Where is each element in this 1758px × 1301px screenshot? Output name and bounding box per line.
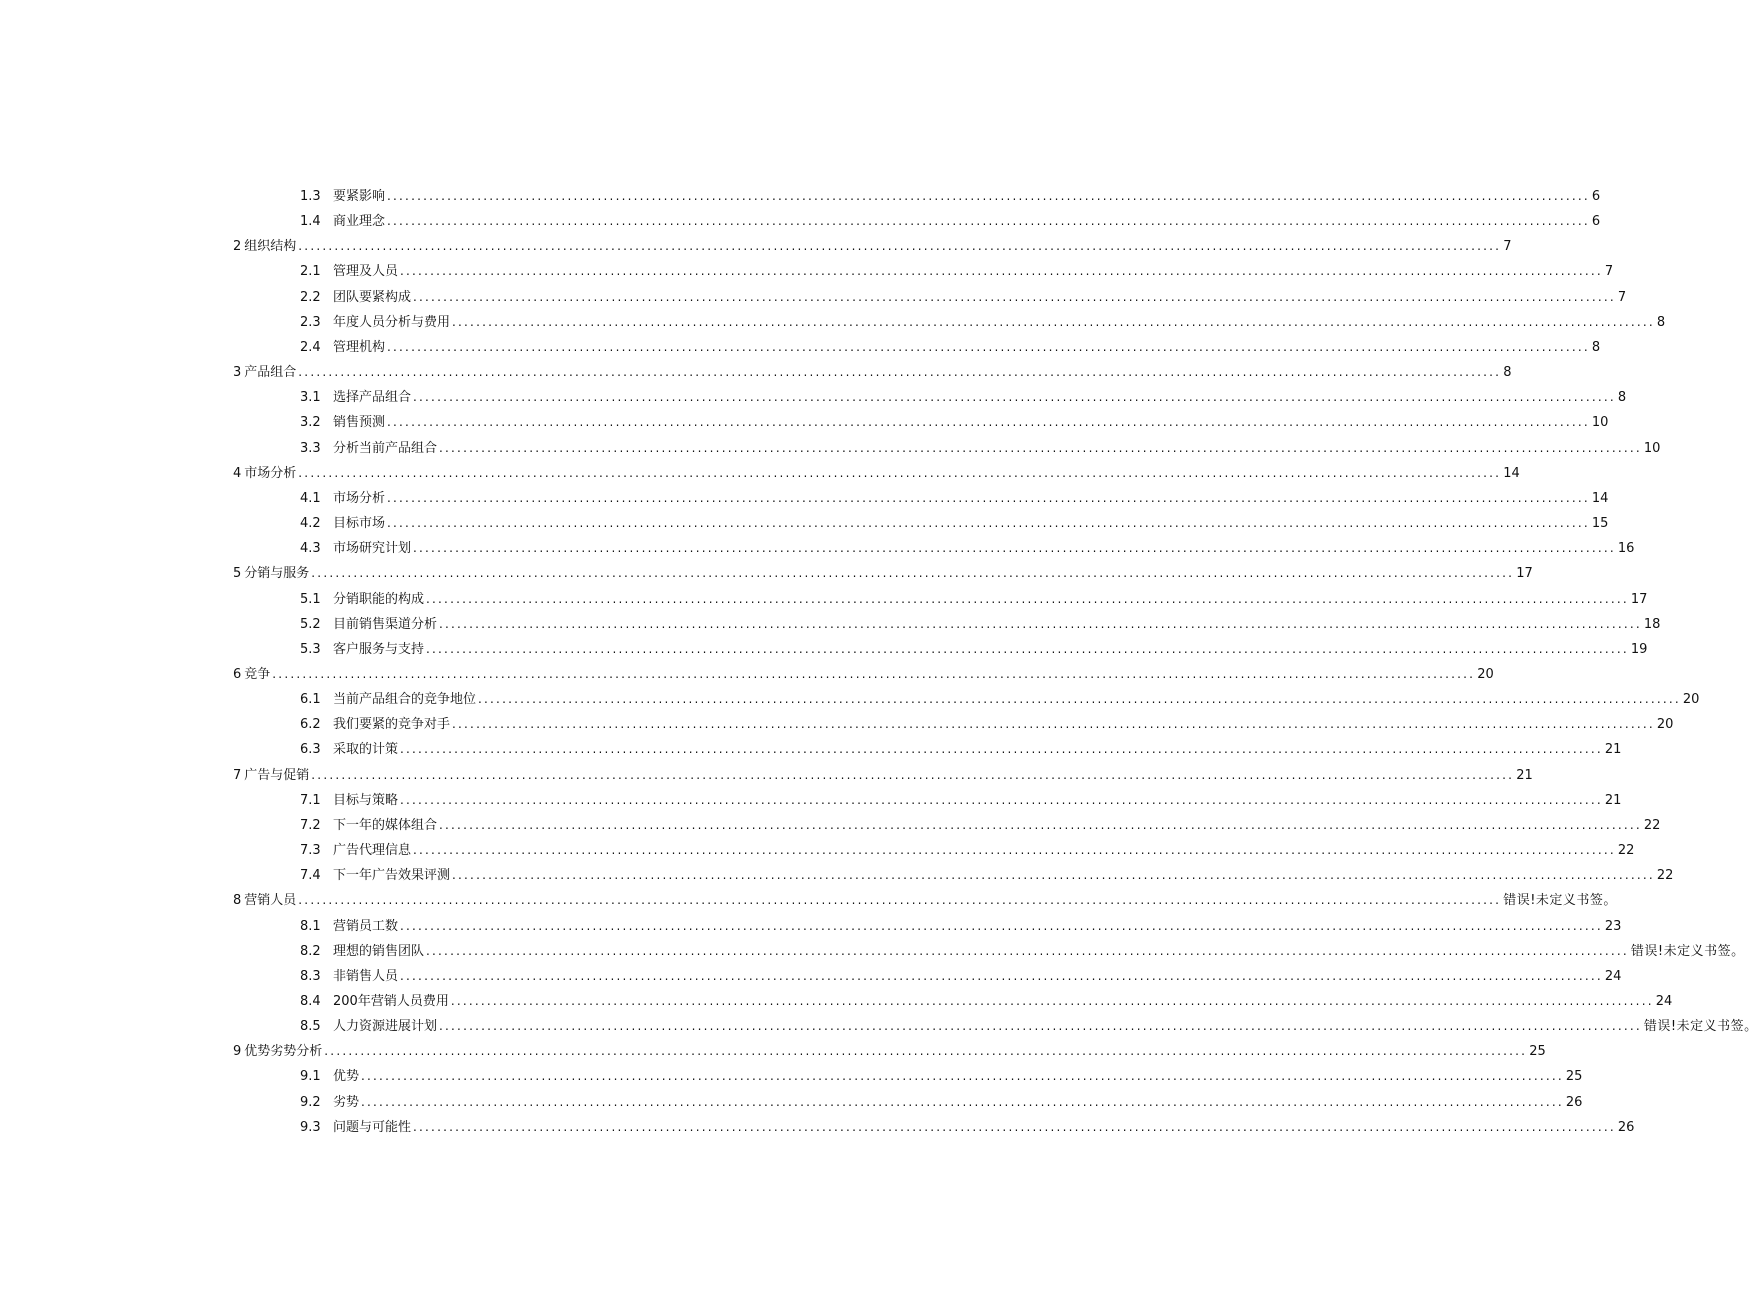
toc-dot-leader: ........................................................................................................................................................................................................: [413, 390, 1616, 405]
toc-chapter-entry[interactable]: [0, 763, 1533, 788]
toc-entry-page: 20: [1656, 717, 1674, 733]
toc-entry-title: 采取的计策: [333, 742, 399, 758]
toc-chapter-entry[interactable]: [0, 561, 1533, 586]
toc-entry-number: 5: [233, 566, 242, 582]
toc-entry-number: 6.1: [300, 692, 321, 708]
toc-section-entry[interactable]: [0, 1064, 1583, 1089]
toc-entry-page: 20: [1682, 692, 1700, 708]
toc-dot-leader: ........................................................................................................................................................................................................: [361, 1094, 1564, 1109]
toc-entry-number: 7.1: [300, 792, 321, 808]
toc-section-entry[interactable]: [0, 813, 1661, 838]
toc-dot-leader: ........................................................................................................................................................................................................: [452, 717, 1655, 732]
toc-entry-line: [300, 410, 1609, 435]
toc-entry-page: 17: [1630, 591, 1648, 607]
toc-entry-title: 营销员工数: [333, 918, 399, 934]
toc-entry-title: 选择产品组合: [333, 390, 412, 406]
toc-entry-title: 商业理念: [333, 214, 386, 230]
toc-entry-title: 客户服务与支持: [333, 641, 425, 657]
toc-dot-leader: ........................................................................................................................................................................................................: [426, 591, 1629, 606]
toc-entry-line: [300, 788, 1622, 813]
toc-entry-number: 6: [233, 666, 242, 682]
toc-entry-line: [300, 687, 1700, 712]
toc-entry-title: 广告代理信息: [333, 843, 412, 859]
table-of-contents: [0, 184, 1758, 1140]
toc-dot-leader: ........................................................................................................................................................................................................: [298, 465, 1502, 480]
toc-entry-line: [233, 763, 1533, 788]
toc-dot-leader: ........................................................................................................................................................................................................: [400, 968, 1603, 983]
toc-entry-page: 22: [1643, 817, 1661, 833]
toc-entry-title: 问题与可能性: [333, 1119, 412, 1135]
toc-section-entry[interactable]: [0, 838, 1635, 863]
toc-entry-page: 23: [1604, 918, 1622, 934]
toc-chapter-entry[interactable]: [0, 360, 1512, 385]
toc-entry-number: 5.3: [300, 641, 321, 657]
toc-entry-line: [300, 436, 1661, 461]
toc-entry-page: 8: [1656, 314, 1666, 330]
toc-entry-line: [233, 461, 1520, 486]
toc-chapter-entry[interactable]: [0, 234, 1512, 259]
toc-entry-line: [300, 486, 1609, 511]
toc-entry-line: [300, 335, 1601, 360]
toc-entry-line: [300, 587, 1648, 612]
toc-section-entry[interactable]: [0, 737, 1622, 762]
toc-entry-title: 人力资源进展计划: [333, 1019, 438, 1035]
toc-entry-title: 目前销售渠道分析: [333, 616, 438, 632]
toc-entry-page: 26: [1617, 1119, 1635, 1135]
toc-entry-page: 6: [1591, 189, 1601, 204]
toc-entry-title: 年度人员分析与费用: [333, 314, 451, 330]
toc-entry-number: 4.1: [300, 490, 321, 506]
toc-section-entry[interactable]: [0, 486, 1609, 511]
toc-entry-page: 16: [1617, 541, 1635, 557]
toc-dot-leader: ........................................................................................................................................................................................................: [413, 289, 1616, 304]
toc-section-entry[interactable]: [0, 436, 1661, 461]
toc-entry-line: [300, 184, 1601, 209]
toc-entry-page: 8: [1591, 339, 1601, 355]
toc-entry-title: 我们要紧的竞争对手: [333, 717, 451, 733]
toc-section-entry[interactable]: [0, 637, 1648, 662]
toc-entry-title: 当前产品组合的竞争地位: [333, 692, 477, 708]
toc-dot-leader: ........................................................................................................................................................................................................: [400, 918, 1603, 933]
toc-entry-number: 1.4: [300, 214, 321, 230]
toc-entry-line: [300, 612, 1661, 637]
toc-section-entry[interactable]: [0, 989, 1673, 1014]
toc-entry-title: 下一年广告效果评测: [333, 868, 451, 884]
toc-entry-title: 200年营销人员费用: [333, 994, 449, 1009]
toc-entry-line: [233, 561, 1533, 586]
toc-entry-page: 7: [1617, 289, 1627, 305]
toc-entry-title: 市场分析: [244, 465, 297, 481]
toc-dot-leader: ........................................................................................................................................................................................................: [439, 1019, 1642, 1034]
toc-entry-page: 21: [1604, 742, 1622, 758]
toc-entry-number: 8.5: [300, 1019, 321, 1035]
toc-entry-title: 理想的销售团队: [333, 943, 425, 959]
toc-dot-leader: ........................................................................................................................................................................................................: [387, 339, 1590, 354]
toc-section-entry[interactable]: [0, 964, 1622, 989]
toc-entry-number: 8.1: [300, 918, 321, 934]
toc-entry-title: 非销售人员: [333, 968, 399, 984]
toc-entry-page: 错误!未定义书签。: [1630, 943, 1745, 959]
toc-entry-title: 目标市场: [333, 516, 386, 532]
toc-entry-number: 4: [233, 465, 242, 481]
toc-entry-number: 2.3: [300, 314, 321, 330]
toc-entry-page: 22: [1656, 868, 1674, 884]
toc-entry-line: [300, 536, 1635, 561]
toc-entry-page: 25: [1565, 1069, 1583, 1085]
toc-section-entry[interactable]: [0, 939, 1745, 964]
toc-entry-title: 要紧影响: [333, 189, 386, 204]
toc-section-entry[interactable]: [0, 184, 1601, 209]
toc-section-entry[interactable]: [0, 385, 1627, 410]
toc-entry-number: 1.3: [300, 189, 321, 204]
toc-entry-line: [300, 285, 1627, 310]
toc-entry-line: [300, 385, 1627, 410]
toc-entry-page: 错误!未定义书签。: [1643, 1019, 1758, 1035]
toc-entry-page: 6: [1591, 214, 1601, 230]
toc-entry-number: 7.4: [300, 868, 321, 884]
toc-dot-leader: ........................................................................................................................................................................................................: [413, 1119, 1616, 1134]
toc-entry-page: 21: [1604, 792, 1622, 808]
toc-entry-line: [300, 914, 1622, 939]
toc-entry-number: 6.2: [300, 717, 321, 733]
toc-section-entry[interactable]: [0, 863, 1674, 888]
toc-entry-number: 3.2: [300, 415, 321, 431]
toc-entry-title: 产品组合: [244, 365, 297, 381]
toc-dot-leader: ........................................................................................................................................................................................................: [298, 239, 1502, 254]
toc-entry-title: 目标与策略: [333, 792, 399, 808]
toc-entry-number: 2.2: [300, 289, 321, 305]
toc-entry-line: [300, 209, 1601, 234]
toc-entry-page: 19: [1630, 641, 1648, 657]
toc-entry-page: 18: [1643, 616, 1661, 632]
toc-section-entry[interactable]: [0, 259, 1614, 284]
toc-chapter-entry[interactable]: [0, 461, 1520, 486]
toc-entry-number: 6.3: [300, 742, 321, 758]
toc-dot-leader: ........................................................................................................................................................................................................: [272, 666, 1476, 681]
toc-entry-title: 分销职能的构成: [333, 591, 425, 607]
toc-entry-line: [300, 863, 1674, 888]
toc-chapter-entry[interactable]: [0, 888, 1617, 913]
toc-dot-leader: ........................................................................................................................................................................................................: [426, 943, 1629, 958]
toc-entry-title: 下一年的媒体组合: [333, 817, 438, 833]
toc-entry-title: 劣势: [333, 1094, 360, 1110]
toc-entry-title: 销售预测: [333, 415, 386, 431]
toc-entry-number: 3: [233, 365, 242, 381]
toc-dot-leader: ........................................................................................................................................................................................................: [311, 566, 1515, 581]
toc-entry-number: 9.2: [300, 1094, 321, 1110]
toc-dot-leader: ........................................................................................................................................................................................................: [324, 1044, 1528, 1059]
toc-dot-leader: ........................................................................................................................................................................................................: [452, 868, 1655, 883]
toc-dot-leader: ........................................................................................................................................................................................................: [298, 893, 1502, 908]
toc-entry-page: 错误!未定义书签。: [1503, 893, 1617, 909]
toc-entry-page: 20: [1477, 666, 1494, 682]
toc-entry-title: 优势劣势分析: [244, 1044, 323, 1060]
toc-entry-line: [300, 1064, 1583, 1089]
toc-entry-page: 10: [1591, 415, 1609, 431]
toc-entry-number: 7: [233, 767, 242, 783]
toc-entry-line: [300, 712, 1674, 737]
toc-entry-title: 优势: [333, 1069, 360, 1085]
toc-entry-line: [233, 360, 1512, 385]
toc-section-entry[interactable]: [0, 310, 1666, 335]
toc-dot-leader: ........................................................................................................................................................................................................: [387, 516, 1590, 531]
toc-entry-page: 14: [1591, 490, 1609, 506]
toc-entry-title: 组织结构: [244, 239, 297, 255]
toc-entry-number: 2.4: [300, 339, 321, 355]
toc-entry-page: 15: [1591, 516, 1609, 532]
toc-entry-title: 市场研究计划: [333, 541, 412, 557]
toc-section-entry[interactable]: [0, 788, 1622, 813]
toc-entry-page: 24: [1604, 968, 1622, 984]
toc-entry-line: [233, 234, 1512, 259]
toc-entry-title: 竞争: [244, 666, 271, 682]
toc-entry-line: [300, 838, 1635, 863]
toc-entry-line: [300, 813, 1661, 838]
toc-entry-page: 7: [1503, 239, 1512, 255]
toc-section-entry[interactable]: [0, 335, 1601, 360]
toc-entry-number: 7.3: [300, 843, 321, 859]
toc-entry-page: 17: [1516, 566, 1533, 582]
toc-entry-page: 25: [1529, 1044, 1546, 1060]
toc-dot-leader: ........................................................................................................................................................................................................: [413, 541, 1616, 556]
toc-entry-number: 8.2: [300, 943, 321, 959]
toc-entry-page: 7: [1604, 264, 1614, 280]
toc-entry-number: 8.4: [300, 994, 321, 1009]
toc-section-entry[interactable]: [0, 209, 1601, 234]
toc-entry-number: 9.1: [300, 1069, 321, 1085]
toc-dot-leader: ........................................................................................................................................................................................................: [400, 264, 1603, 279]
toc-entry-line: [300, 964, 1622, 989]
toc-entry-number: 2: [233, 239, 242, 255]
toc-entry-title: 团队要紧构成: [333, 289, 412, 305]
toc-entry-title: 管理机构: [333, 339, 386, 355]
toc-section-entry[interactable]: [0, 914, 1622, 939]
toc-entry-title: 分销与服务: [244, 566, 310, 582]
toc-entry-line: [233, 888, 1617, 913]
toc-entry-line: [300, 1090, 1583, 1115]
toc-entry-line: [300, 737, 1622, 762]
toc-section-entry[interactable]: [0, 587, 1648, 612]
toc-entry-page: 8: [1503, 365, 1512, 381]
toc-section-entry[interactable]: [0, 410, 1609, 435]
toc-entry-number: 5.1: [300, 591, 321, 607]
toc-entry-number: 9.3: [300, 1119, 321, 1135]
toc-section-entry[interactable]: [0, 511, 1609, 536]
toc-entry-line: [233, 662, 1494, 687]
toc-entry-number: 7.2: [300, 817, 321, 833]
toc-entry-page: 14: [1503, 465, 1520, 481]
toc-entry-line: [300, 310, 1666, 335]
toc-chapter-entry[interactable]: [0, 662, 1494, 687]
toc-entry-number: 4.3: [300, 541, 321, 557]
toc-dot-leader: ........................................................................................................................................................................................................: [387, 214, 1590, 229]
toc-dot-leader: ........................................................................................................................................................................................................: [298, 365, 1502, 380]
toc-entry-page: 24: [1655, 994, 1673, 1009]
toc-entry-title: 广告与促销: [244, 767, 310, 783]
toc-dot-leader: ........................................................................................................................................................................................................: [439, 616, 1642, 631]
toc-entry-page: 21: [1516, 767, 1533, 783]
toc-dot-leader: ........................................................................................................................................................................................................: [400, 742, 1603, 757]
toc-dot-leader: ........................................................................................................................................................................................................: [387, 415, 1590, 430]
toc-entry-number: 3.1: [300, 390, 321, 406]
toc-entry-number: 8: [233, 893, 242, 909]
toc-dot-leader: ........................................................................................................................................................................................................: [450, 994, 1654, 1008]
toc-entry-number: 4.2: [300, 516, 321, 532]
toc-entry-line: [233, 1039, 1546, 1064]
toc-dot-leader: ........................................................................................................................................................................................................: [426, 641, 1629, 656]
toc-section-entry[interactable]: [0, 1090, 1583, 1115]
toc-entry-line: [300, 511, 1609, 536]
toc-entry-line: [300, 637, 1648, 662]
toc-section-entry[interactable]: [0, 687, 1700, 712]
toc-entry-line: [300, 259, 1614, 284]
toc-dot-leader: ........................................................................................................................................................................................................: [452, 314, 1655, 329]
toc-section-entry[interactable]: [0, 1115, 1635, 1140]
toc-entry-number: 9: [233, 1044, 242, 1060]
toc-entry-title: 营销人员: [244, 893, 297, 909]
toc-section-entry[interactable]: [0, 1014, 1758, 1039]
toc-dot-leader: ........................................................................................................................................................................................................: [361, 1069, 1564, 1084]
toc-entry-line: [300, 1014, 1758, 1039]
toc-entry-title: 分析当前产品组合: [333, 440, 438, 456]
toc-dot-leader: ........................................................................................................................................................................................................: [311, 767, 1515, 782]
toc-entry-page: 22: [1617, 843, 1635, 859]
toc-dot-leader: ........................................................................................................................................................................................................: [413, 843, 1616, 858]
toc-section-entry[interactable]: [0, 712, 1674, 737]
toc-chapter-entry[interactable]: [0, 1039, 1546, 1064]
toc-entry-title: 市场分析: [333, 490, 386, 506]
toc-entry-page: 8: [1617, 390, 1627, 406]
toc-entry-line: [300, 939, 1745, 964]
toc-dot-leader: ........................................................................................................................................................................................................: [478, 692, 1681, 707]
toc-entry-number: 8.3: [300, 968, 321, 984]
toc-section-entry[interactable]: [0, 285, 1627, 310]
toc-section-entry[interactable]: [0, 612, 1661, 637]
toc-entry-page: 10: [1643, 440, 1661, 456]
toc-dot-leader: ........................................................................................................................................................................................................: [387, 189, 1590, 203]
toc-entry-number: 2.1: [300, 264, 321, 280]
toc-dot-leader: ........................................................................................................................................................................................................: [400, 792, 1603, 807]
toc-entry-title: 管理及人员: [333, 264, 399, 280]
toc-entry-number: 3.3: [300, 440, 321, 456]
toc-entry-line: [300, 989, 1673, 1014]
toc-dot-leader: ........................................................................................................................................................................................................: [439, 440, 1642, 455]
toc-dot-leader: ........................................................................................................................................................................................................: [387, 490, 1590, 505]
toc-entry-line: [300, 1115, 1635, 1140]
toc-entry-number: 5.2: [300, 616, 321, 632]
toc-entry-page: 26: [1565, 1094, 1583, 1110]
toc-dot-leader: ........................................................................................................................................................................................................: [439, 817, 1642, 832]
toc-section-entry[interactable]: [0, 536, 1635, 561]
